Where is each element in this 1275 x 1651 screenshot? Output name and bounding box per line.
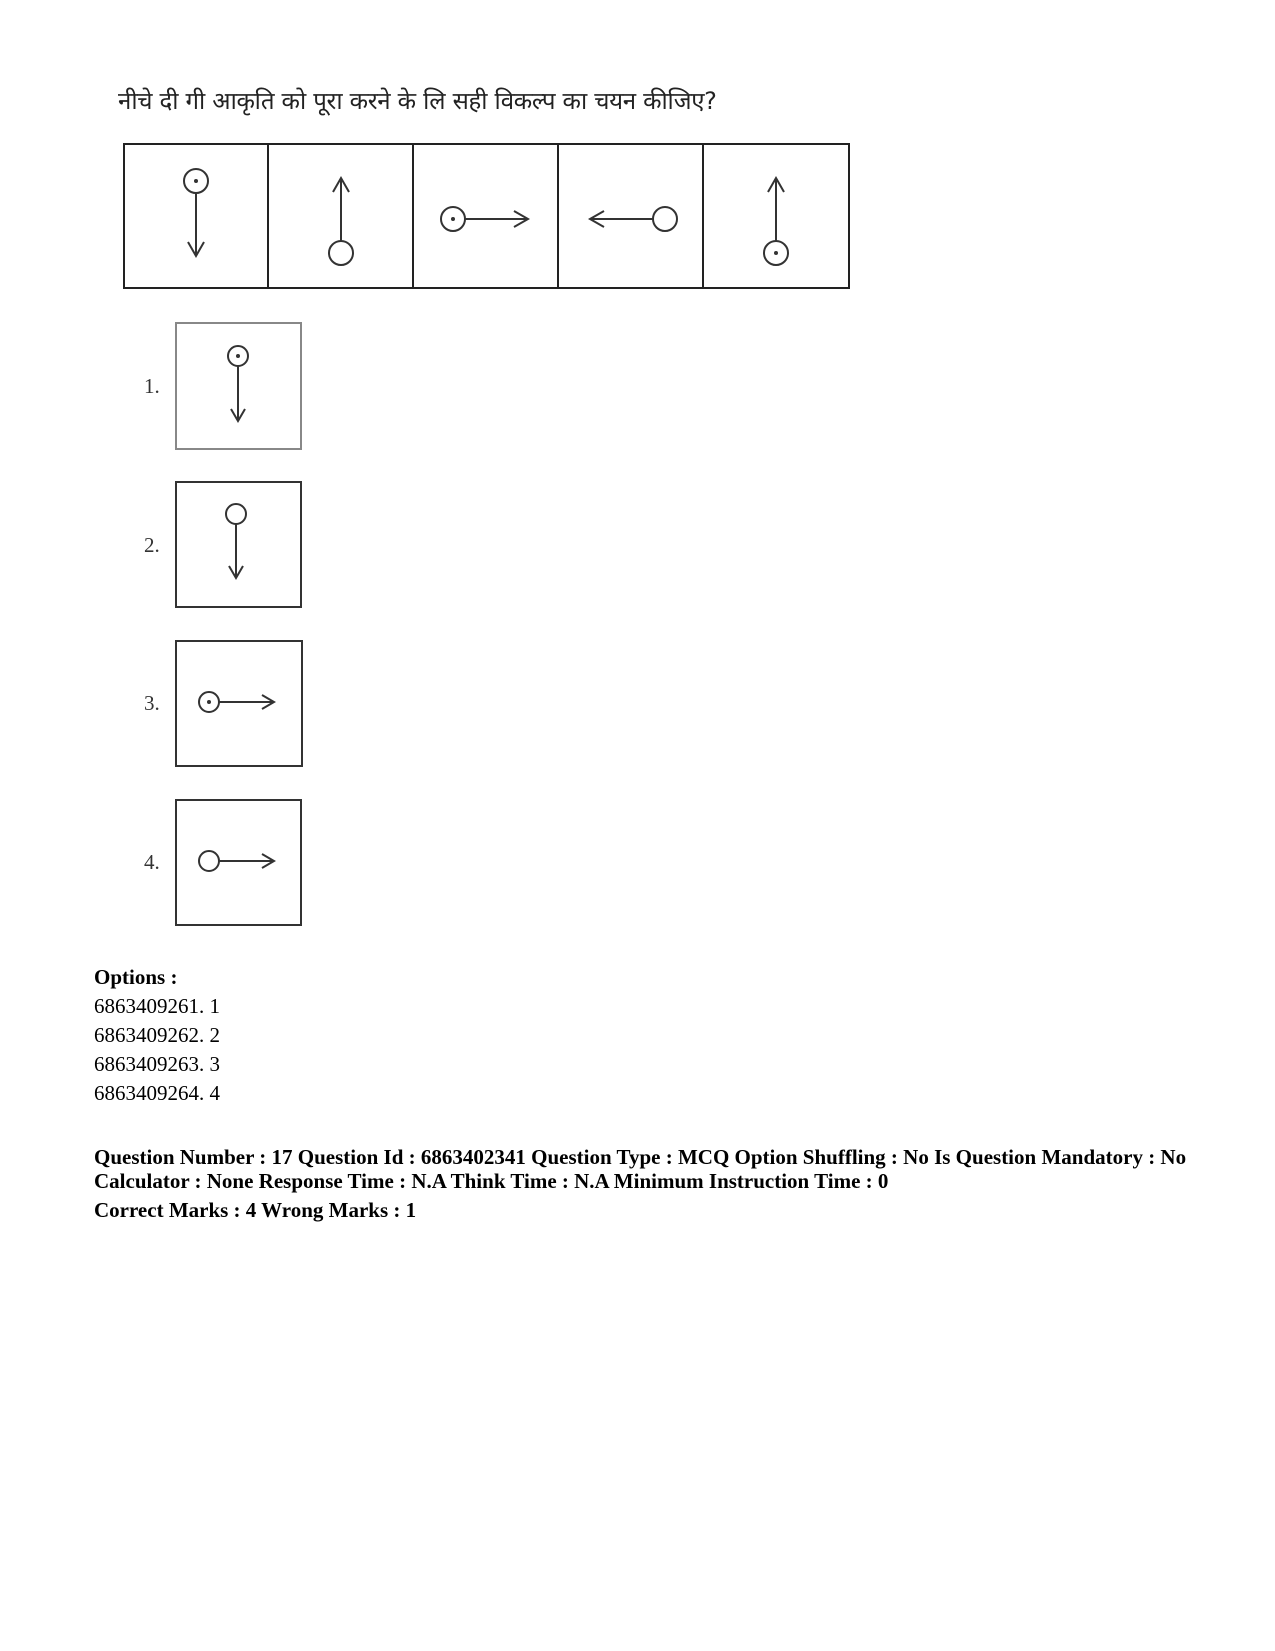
dotted-circle-down-arrow-icon — [184, 169, 208, 256]
question-text: नीचे दी गी आकृति को पूरा करने के लि सही विकल्प का चयन कीजिए? — [118, 87, 717, 115]
option-item: 6863409264. 4 — [94, 1081, 220, 1105]
dotted-circle-up-arrow-icon — [764, 178, 788, 265]
options-list — [94, 963, 220, 1108]
answer-figure-label: 2. — [144, 533, 160, 557]
option-item: 6863409262. 2 — [94, 1023, 220, 1047]
answer-figure-label: 4. — [144, 850, 160, 874]
circle-right-arrow-icon — [199, 851, 274, 871]
answer-figure-label: 3. — [144, 691, 160, 715]
question-meta-line: Question Number : 17 Question Id : 6863402341 Question Type : MCQ Option Shuffling : No Is Question Mandatory : No Calculator : None Response Time : N.A Think Time : N.A Minimum Instruction Time : 0 — [94, 1145, 1187, 1193]
dotted-circle-down-arrow-icon — [228, 346, 248, 421]
dotted-circle-right-arrow-icon — [199, 692, 274, 712]
circle-up-arrow-icon — [329, 178, 353, 265]
options-title: Options : — [94, 965, 178, 989]
figure-panel-frame — [124, 144, 849, 288]
marks-line: Correct Marks : 4 Wrong Marks : 1 — [94, 1198, 417, 1222]
circle-left-arrow-icon — [590, 207, 677, 231]
problem-figure-sequence — [123, 143, 850, 289]
option-item: 6863409263. 3 — [94, 1052, 220, 1076]
dotted-circle-right-arrow-icon — [441, 207, 528, 231]
answer-figure-label: 1. — [144, 374, 160, 398]
option-item: 6863409261. 1 — [94, 994, 220, 1018]
question-metadata — [94, 1145, 1204, 1222]
circle-down-arrow-icon — [226, 504, 246, 578]
